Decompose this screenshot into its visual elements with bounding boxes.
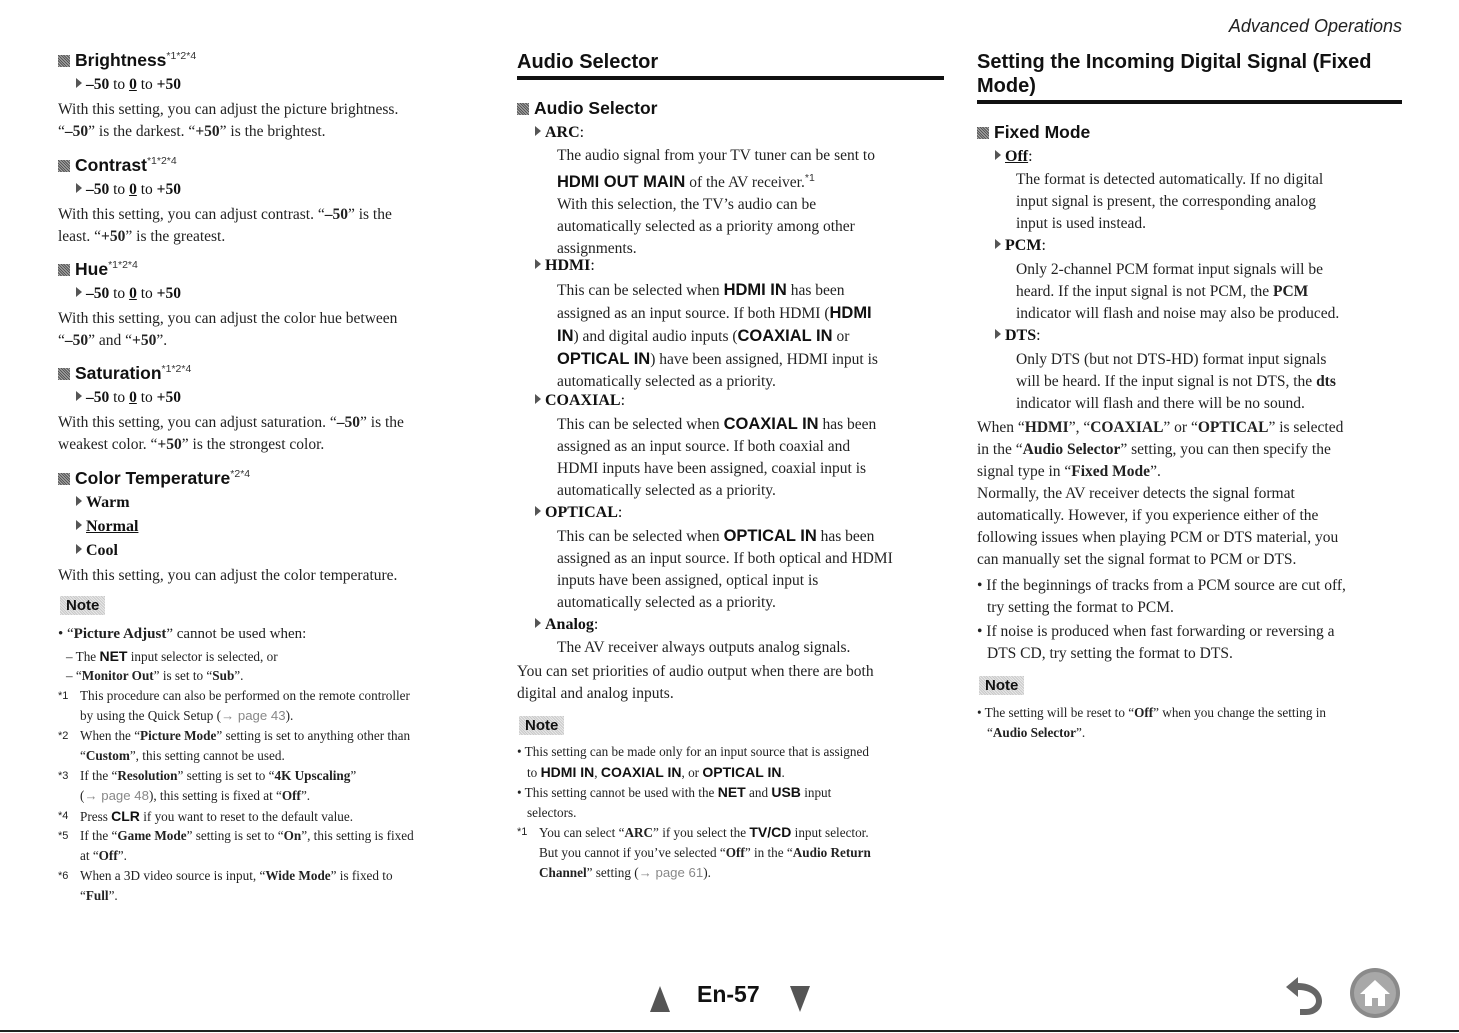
triangle-arrow-icon xyxy=(995,150,1001,160)
saturation-range: –50 to 0 to +50 xyxy=(76,389,181,407)
brightness-heading: Brightness$^{*1*2*4}$ xyxy=(58,50,196,71)
bullet-dts-noise: • If noise is produced when fast forwarding or reversing a DTS CD, try setting the format to DTS. xyxy=(977,623,1335,662)
footnote-4: *4 Press CLR if you want to reset to the default value. xyxy=(58,808,354,824)
pcm-description: Only 2-channel PCM format input signals will be heard. If the input signal is not PCM, the PCM indicator will flash and noise may also be produced. xyxy=(1016,261,1340,322)
triangle-arrow-icon xyxy=(535,259,541,269)
audio-selector-heading: Audio Selector xyxy=(517,98,658,119)
footnote-2: *2 When the “Picture Mode” setting is set to anything other than “Custom”, this setting cannot be used. xyxy=(58,728,411,763)
section-title-audio-selector: Audio Selector xyxy=(517,50,944,80)
fixed-mode-paragraph: When “HDMI”, “COAXIAL” or “OPTICAL” is selected in the “Audio Selector” setting, you can then specify the signal type in “Fixed Mode”. Normally, the AV receiver detects the signal format automatically. However, if you experience either of the following issues when playing PCM or DTS material, you can manually set the signal format to PCM or DTS. xyxy=(977,419,1344,568)
triangle-arrow-icon xyxy=(76,287,82,297)
page-number: En-57 xyxy=(697,981,760,1007)
footnote-3: *3 If the “Resolution” setting is set to “4K Upscaling” (→ page 48), this setting is fixed at “Off”. xyxy=(58,768,357,803)
saturation-heading: Saturation$^{*1*2*4}$ xyxy=(58,363,191,384)
note-badge: Note xyxy=(519,716,564,735)
optical-description: This can be selected when OPTICAL IN has been assigned as an input source. If both optical and HDMI inputs have been assigned, optical input is automatically selected as a priority. xyxy=(557,527,893,611)
bullet-pcm-cutoff: • If the beginnings of tracks from a PCM source are cut off, try setting the format to PCM. xyxy=(977,577,1346,616)
triangle-arrow-icon xyxy=(535,618,541,628)
note-reset-off: • The setting will be reset to “Off” when you change the setting in “Audio Selector”. xyxy=(977,705,1326,740)
option-optical: OPTICAL: xyxy=(535,504,622,522)
home-icon[interactable] xyxy=(1348,966,1402,1020)
saturation-description: With this setting, you can adjust saturation. “–50” is the weakest color. “+50” is the strongest color. xyxy=(58,414,404,453)
note-badge: Note xyxy=(60,596,105,615)
option-off: Off: xyxy=(995,148,1033,166)
hue-description: With this setting, you can adjust the color hue between “–50” and “+50”. xyxy=(58,310,398,349)
note-badge: Note xyxy=(979,676,1024,695)
priority-paragraph: You can set priorities of audio output when there are both digital and analog inputs. xyxy=(517,663,874,702)
page-link-48[interactable]: → page 48 xyxy=(84,788,149,803)
option-normal: Normal xyxy=(76,518,138,536)
footnote-5: *5 If the “Game Mode” setting is set to “On”, this setting is fixed at “Off”. xyxy=(58,828,414,863)
option-arc: ARC: xyxy=(535,124,584,142)
triangle-arrow-icon xyxy=(995,329,1001,339)
triangle-arrow-icon xyxy=(76,496,82,506)
contrast-range: –50 to 0 to +50 xyxy=(76,181,181,199)
footnote-arc: *1 You can select “ARC” if you select the TV/CD input selector. But you cannot if you’ve selected “Off” in the “Audio Return Channel” setting (→ page 61). xyxy=(517,824,871,880)
note-monitor-out: – “Monitor Out” is set to “Sub”. xyxy=(66,668,244,683)
page-link-61[interactable]: → page 61 xyxy=(638,865,704,880)
option-coaxial: COAXIAL: xyxy=(535,392,625,410)
brightness-description: With this setting, you can adjust the picture brightness. “–50” is the darkest. “+50” is the brightest. xyxy=(58,101,399,140)
note-net-usb: • This setting cannot be used with the NET and USB input selectors. xyxy=(517,784,832,820)
option-pcm: PCM: xyxy=(995,237,1046,255)
hue-heading: Hue$^{*1*2*4}$ xyxy=(58,259,138,280)
square-bullet-icon xyxy=(977,127,989,139)
note-input-source: • This setting can be made only for an input source that is assigned to HDMI IN, COAXIAL IN, or OPTICAL IN. xyxy=(517,744,869,780)
back-icon[interactable] xyxy=(1278,975,1328,1017)
page-link-43[interactable]: → page 43 xyxy=(221,708,286,723)
option-cool: Cool xyxy=(76,542,118,560)
footnote-1: *1 This procedure can also be performed on the remote controller by using the Quick Setup (→ page 43). xyxy=(58,688,410,723)
triangle-arrow-icon xyxy=(535,506,541,516)
arc-description: The audio signal from your TV tuner can be sent to HDMI OUT MAIN of the AV receiver.$^{*1}$ With this selection, the TV’s audio can be automatically selected as a priority among other assignments. xyxy=(557,147,875,258)
hdmi-description: This can be selected when HDMI IN has been assigned as an input source. If both HDMI (HDMI IN) and digital audio inputs (COAXIAL IN or OPTICAL IN) have been assigned, HDMI input is automatically selected as a priority. xyxy=(557,281,878,390)
note-picture-adjust: • “Picture Adjust” cannot be used when: xyxy=(58,626,307,642)
footnote-6: *6 When a 3D video source is input, “Wide Mode” is fixed to “Full”. xyxy=(58,868,393,903)
square-bullet-icon xyxy=(58,160,70,172)
square-bullet-icon xyxy=(58,264,70,276)
brightness-range: –50 to 0 to +50 xyxy=(76,76,181,94)
section-title-fixed-mode: Setting the Incoming Digital Signal (Fixed Mode) xyxy=(977,50,1402,104)
color-temperature-heading: Color Temperature$^{*2*4}$ xyxy=(58,468,250,489)
next-page-icon[interactable] xyxy=(790,986,810,1012)
triangle-arrow-icon xyxy=(76,520,82,530)
option-hdmi: HDMI: xyxy=(535,257,595,275)
square-bullet-icon xyxy=(58,55,70,67)
contrast-heading: Contrast$^{*1*2*4}$ xyxy=(58,155,177,176)
square-bullet-icon xyxy=(517,103,529,115)
square-bullet-icon xyxy=(58,368,70,380)
triangle-arrow-icon xyxy=(535,126,541,136)
square-bullet-icon xyxy=(58,473,70,485)
off-description: The format is detected automatically. If no digital input signal is present, the corresponding analog input is used instead. xyxy=(1016,171,1324,232)
hue-range: –50 to 0 to +50 xyxy=(76,285,181,303)
triangle-arrow-icon xyxy=(995,239,1001,249)
option-dts: DTS: xyxy=(995,327,1041,345)
contrast-description: With this setting, you can adjust contrast. “–50” is the least. “+50” is the greatest. xyxy=(58,206,392,245)
analog-description: The AV receiver always outputs analog signals. xyxy=(557,639,851,656)
coaxial-description: This can be selected when COAXIAL IN has been assigned as an input source. If both coaxial and HDMI inputs have been assigned, coaxial input is automatically selected as a priority. xyxy=(557,415,877,499)
dts-description: Only DTS (but not DTS-HD) format input signals will be heard. If the input signal is not DTS, the dts indicator will flash and there will be no sound. xyxy=(1016,351,1336,412)
triangle-arrow-icon xyxy=(76,391,82,401)
triangle-arrow-icon xyxy=(535,394,541,404)
previous-page-icon[interactable] xyxy=(650,986,670,1012)
bottom-rule xyxy=(0,1030,1459,1032)
triangle-arrow-icon xyxy=(76,183,82,193)
option-warm: Warm xyxy=(76,494,130,512)
option-analog: Analog: xyxy=(535,616,598,634)
fixed-mode-heading: Fixed Mode xyxy=(977,122,1090,143)
running-header: Advanced Operations xyxy=(1228,16,1402,36)
note-net-selector: – The NET input selector is selected, or xyxy=(66,648,278,664)
color-temperature-description: With this setting, you can adjust the color temperature. xyxy=(58,567,398,584)
triangle-arrow-icon xyxy=(76,78,82,88)
triangle-arrow-icon xyxy=(76,544,82,554)
